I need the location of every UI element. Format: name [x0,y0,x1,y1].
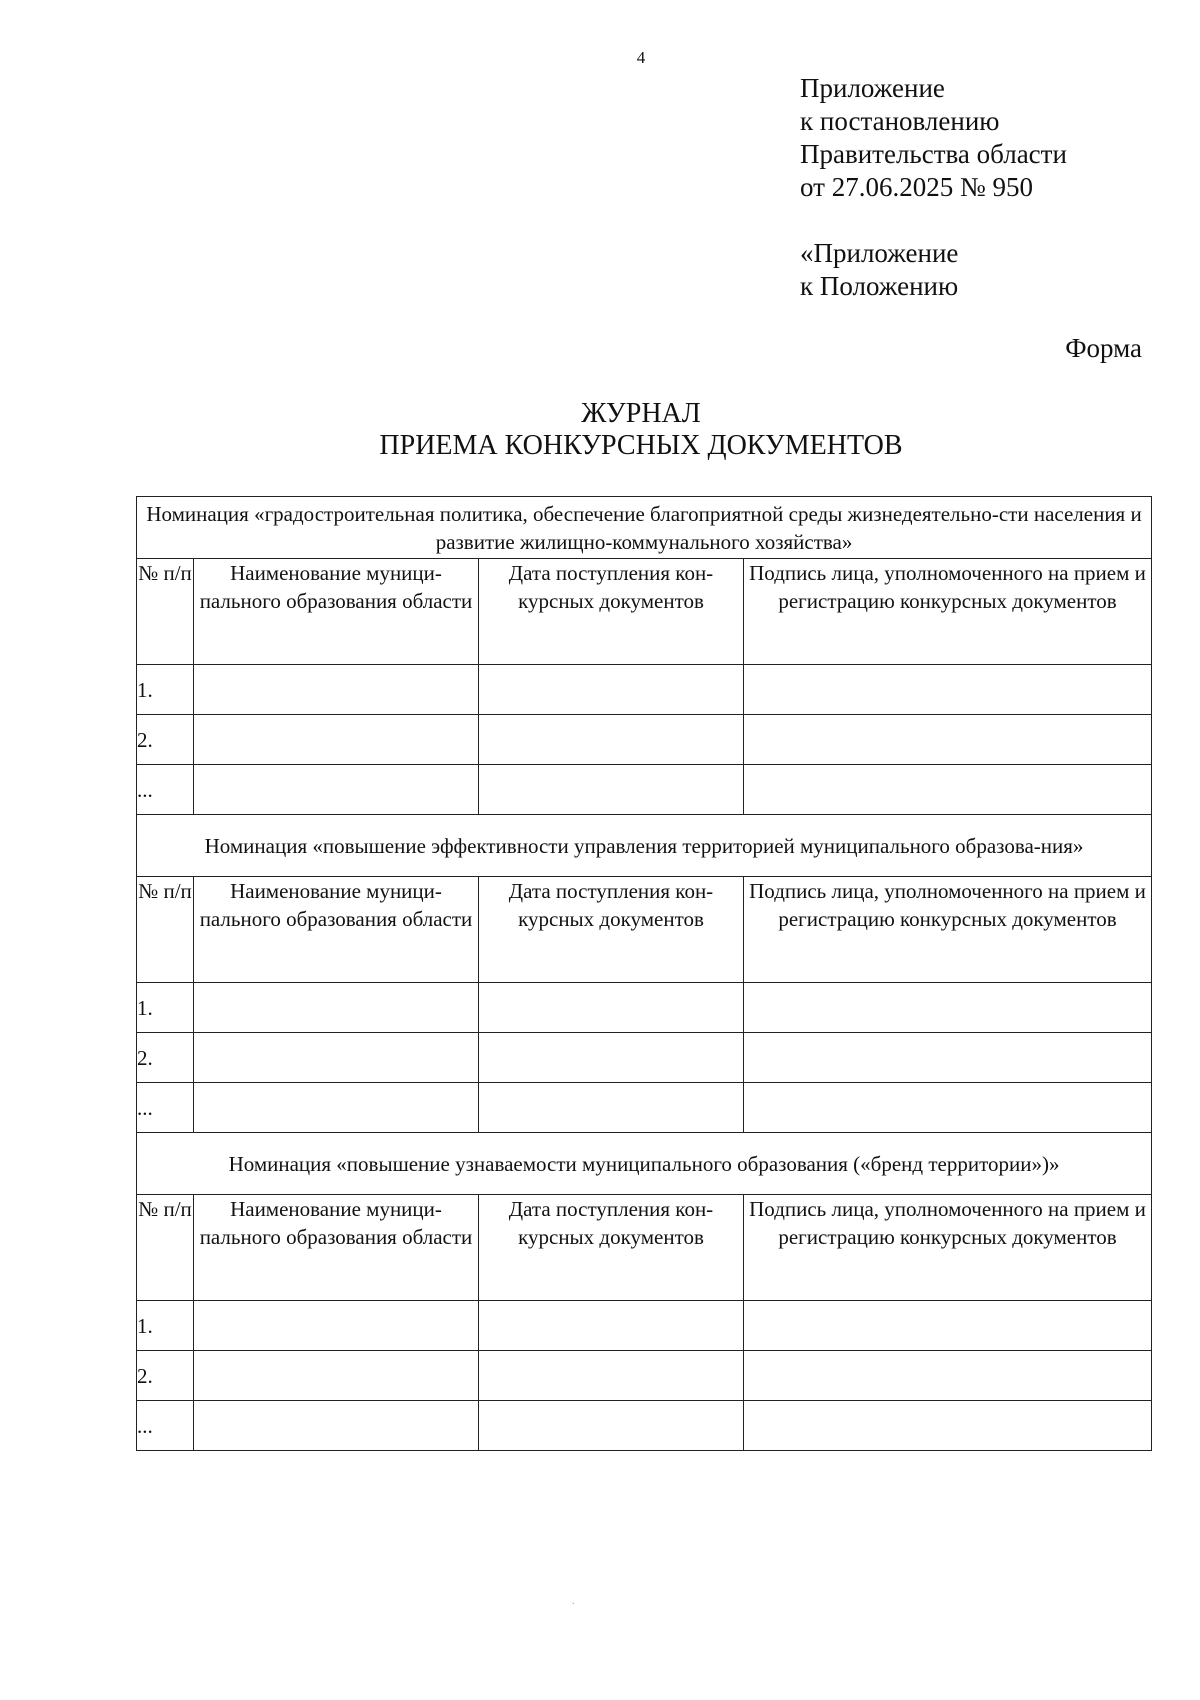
date-cell[interactable] [479,1033,744,1083]
date-cell[interactable] [479,1083,744,1133]
table-row [137,1083,1152,1133]
signature-cell[interactable] [744,983,1152,1033]
nomination-title: Номинация «градостроительная политика, обеспечение благоприятной среды жизнедеятельно-сти населения и развитие жилищно-коммунального хозяйства» [137,497,1152,559]
journal-table [136,496,1152,1451]
row-number: ... [137,1401,194,1451]
table-row [137,1033,1152,1083]
signature-cell[interactable] [744,1033,1152,1083]
municipality-cell[interactable] [194,1033,479,1083]
column-header-date: Дата поступления кон-курсных документов [479,559,744,665]
municipality-cell[interactable] [194,1301,479,1351]
column-header-municipality: Наименование муници-пального образования области [194,559,479,665]
column-header-date: Дата поступления кон-курсных документов [479,1195,744,1301]
date-cell[interactable] [479,1351,744,1401]
form-label: Форма [1065,333,1142,363]
row-number: 1. [137,983,194,1033]
column-header-municipality: Наименование муници-пального образования области [194,877,479,983]
date-cell[interactable] [479,1401,744,1451]
column-header-signature: Подпись лица, уполномоченного на прием и регистрацию конкурсных документов [744,1195,1152,1301]
nomination-title: Номинация «повышение эффективности управления территорией муниципального образова-ния» [137,815,1152,877]
table-row [137,983,1152,1033]
column-header-date: Дата поступления кон-курсных документов [479,877,744,983]
signature-cell[interactable] [744,765,1152,815]
signature-cell[interactable] [744,715,1152,765]
column-header-municipality: Наименование муници-пального образования области [194,1195,479,1301]
date-cell[interactable] [479,1301,744,1351]
row-number: 1. [137,1301,194,1351]
table-row [137,1351,1152,1401]
table-row [137,665,1152,715]
table-row [137,715,1152,765]
date-cell[interactable] [479,715,744,765]
date-cell[interactable] [479,765,744,815]
table-row [137,1401,1152,1451]
municipality-cell[interactable] [194,1401,479,1451]
appendix-line: к постановлению [800,106,1000,136]
nomination-title: Номинация «повышение узнаваемости муниципального образования («бренд территории»)» [137,1133,1152,1195]
table-row [137,765,1152,815]
row-number: 2. [137,1033,194,1083]
title-line-2: ПРИЕМА КОНКУРСНЫХ ДОКУМЕНТОВ [379,430,903,461]
row-number: 1. [137,665,194,715]
document-title [0,398,1200,462]
page-number: 4 [636,48,646,67]
signature-cell[interactable] [744,1401,1152,1451]
municipality-cell[interactable] [194,1351,479,1401]
municipality-cell[interactable] [194,765,479,815]
appendix-block [800,72,1067,303]
column-header-signature: Подпись лица, уполномоченного на прием и регистрацию конкурсных документов [744,877,1152,983]
appendix-sub-line: к Положению [800,271,959,301]
row-number: ... [137,1083,194,1133]
appendix-line: от 27.06.2025 № 950 [800,172,1033,202]
signature-cell[interactable] [744,1083,1152,1133]
signature-cell[interactable] [744,1351,1152,1401]
row-number: 2. [137,715,194,765]
column-header-signature: Подпись лица, уполномоченного на прием и регистрацию конкурсных документов [744,559,1152,665]
municipality-cell[interactable] [194,665,479,715]
date-cell[interactable] [479,983,744,1033]
table-row [137,1301,1152,1351]
appendix-sub-line: «Приложение [800,238,959,268]
row-number: 2. [137,1351,194,1401]
signature-cell[interactable] [744,665,1152,715]
title-line-1: ЖУРНАЛ [581,398,701,429]
column-header-number: № п/п [137,559,194,665]
municipality-cell[interactable] [194,1083,479,1133]
scan-mark: . [572,1596,575,1607]
signature-cell[interactable] [744,1301,1152,1351]
row-number: ... [137,765,194,815]
appendix-line: Приложение [800,73,945,103]
column-header-number: № п/п [137,1195,194,1301]
municipality-cell[interactable] [194,983,479,1033]
column-header-number: № п/п [137,877,194,983]
appendix-line: Правительства области [800,139,1067,169]
municipality-cell[interactable] [194,715,479,765]
date-cell[interactable] [479,665,744,715]
